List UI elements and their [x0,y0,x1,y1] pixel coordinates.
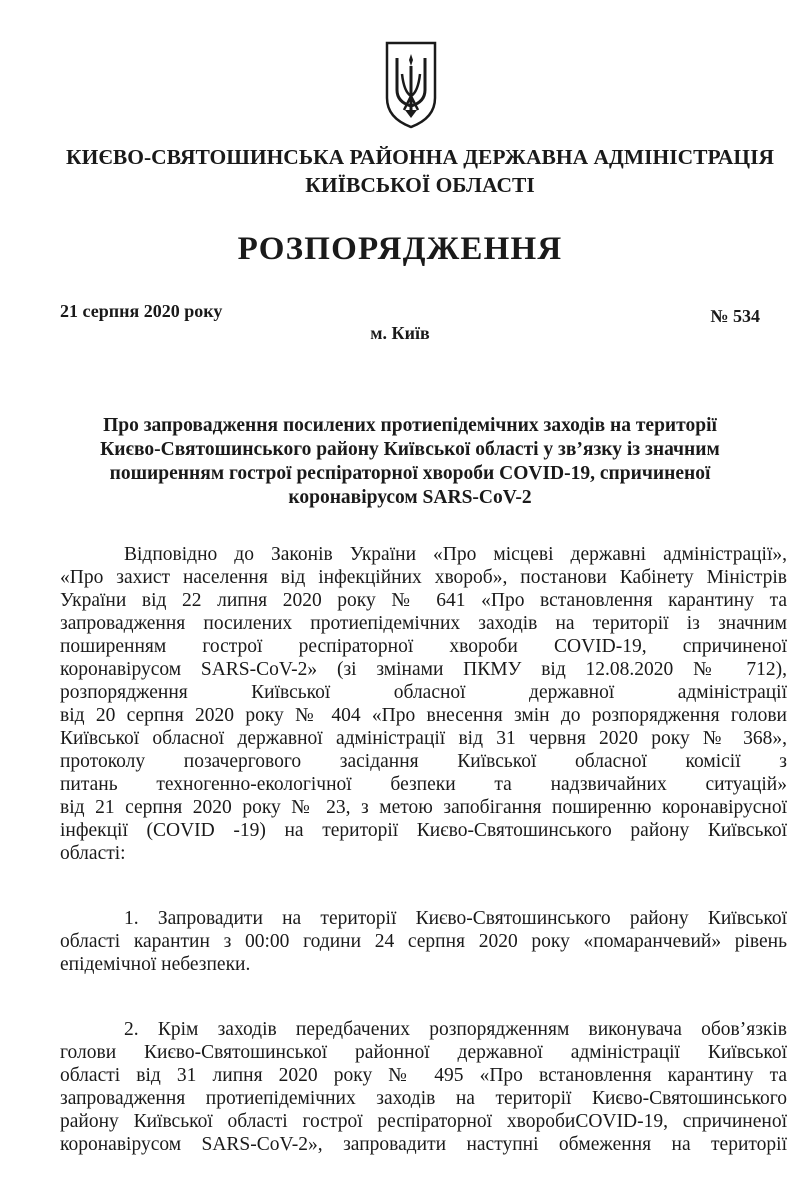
item-2-line: коронавірусом SARS-CoV-2», запровадити наступні обмеження на території [60,1134,787,1155]
subject-line: поширенням гострої респіраторної хвороби COVID-19, спричиненої [109,463,711,484]
item-1-line: області карантин з 00:00 години 24 серпня 2020 року «помаранчевий» рівень [60,931,787,952]
document-date: 21 серпня 2020 року [60,301,223,321]
organization-region: КИЇВСЬКОЇ ОБЛАСТІ [305,173,535,197]
organization-name: КИЄВО-СВЯТОШИНСЬКА РАЙОННА ДЕРЖАВНА АДМІНІСТРАЦІЯ [66,145,774,169]
preamble-line: розпорядження Київської обласної державної адміністрації [60,682,787,703]
item-1-line: 1. Запровадити на території Києво-Святошинського району Київської [124,908,787,929]
preamble-line: інфекції (COVID -19) на території Києво-Святошинського району Київської [60,820,787,841]
document-number: № 534 [710,306,760,326]
item-1-line: епідемічної небезпеки. [60,954,251,975]
preamble-line: поширенням гострої респіраторної хвороби COVID-19, спричиненої [60,636,787,657]
subject-line: Про запровадження посилених протиепідемічних заходів на території [103,415,717,436]
preamble-line: коронавірусом SARS-CoV-2» (зі змінами ПКМУ від 12.08.2020 № 712), [60,659,787,680]
document-subject [60,414,760,510]
item-2-line: області від 31 липня 2020 року № 495 «Про встановлення карантину та [60,1065,787,1086]
preamble-line: протоколу позачергового засідання Київської обласної комісії з [60,751,787,772]
preamble-line: від 21 серпня 2020 року № 23, з метою запобігання поширенню коронавірусної [60,797,787,818]
document-type: РОЗПОРЯДЖЕННЯ [237,231,563,267]
item-2-line: району Київської області гострої респіраторної хворобиCOVID-19, спричиненої [60,1111,787,1132]
preamble-line: питань техногенно-екологічної безпеки та надзвичайних ситуацій» [60,774,787,795]
preamble-line: області: [60,843,126,864]
item-2-line: 2. Крім заходів передбачених розпорядженням виконувача обов’язків [124,1019,787,1040]
subject-line: коронавірусом SARS-CoV-2 [288,487,532,508]
preamble-line: запровадження посилених протиепідемічних заходів на території із значним [60,613,787,634]
preamble-line: «Про захист населення від інфекційних хвороб», постанови Кабінету Міністрів [60,567,787,588]
document-body [60,543,787,1156]
preamble-line: Відповідно до Законів України «Про місцеві державні адміністрації», [124,544,787,565]
item-2-line: запровадження протиепідемічних заходів на території Києво-Святошинського [60,1088,787,1109]
coat-of-arms-icon [384,40,438,130]
subject-line: Києво-Святошинського району Київської області у зв’язку із значним [100,439,720,460]
item-2-line: голови Києво-Святошинської районної державної адміністрації Київської [60,1042,787,1063]
preamble-line: від 20 серпня 2020 року № 404 «Про внесення змін до розпорядження голови [60,705,787,726]
preamble-line: Київської обласної державної адміністрації від 31 червня 2020 року № 368», [60,728,787,749]
document-place: м. Київ [370,323,430,343]
preamble-line: України від 22 липня 2020 року № 641 «Про встановлення карантину та [60,590,787,611]
